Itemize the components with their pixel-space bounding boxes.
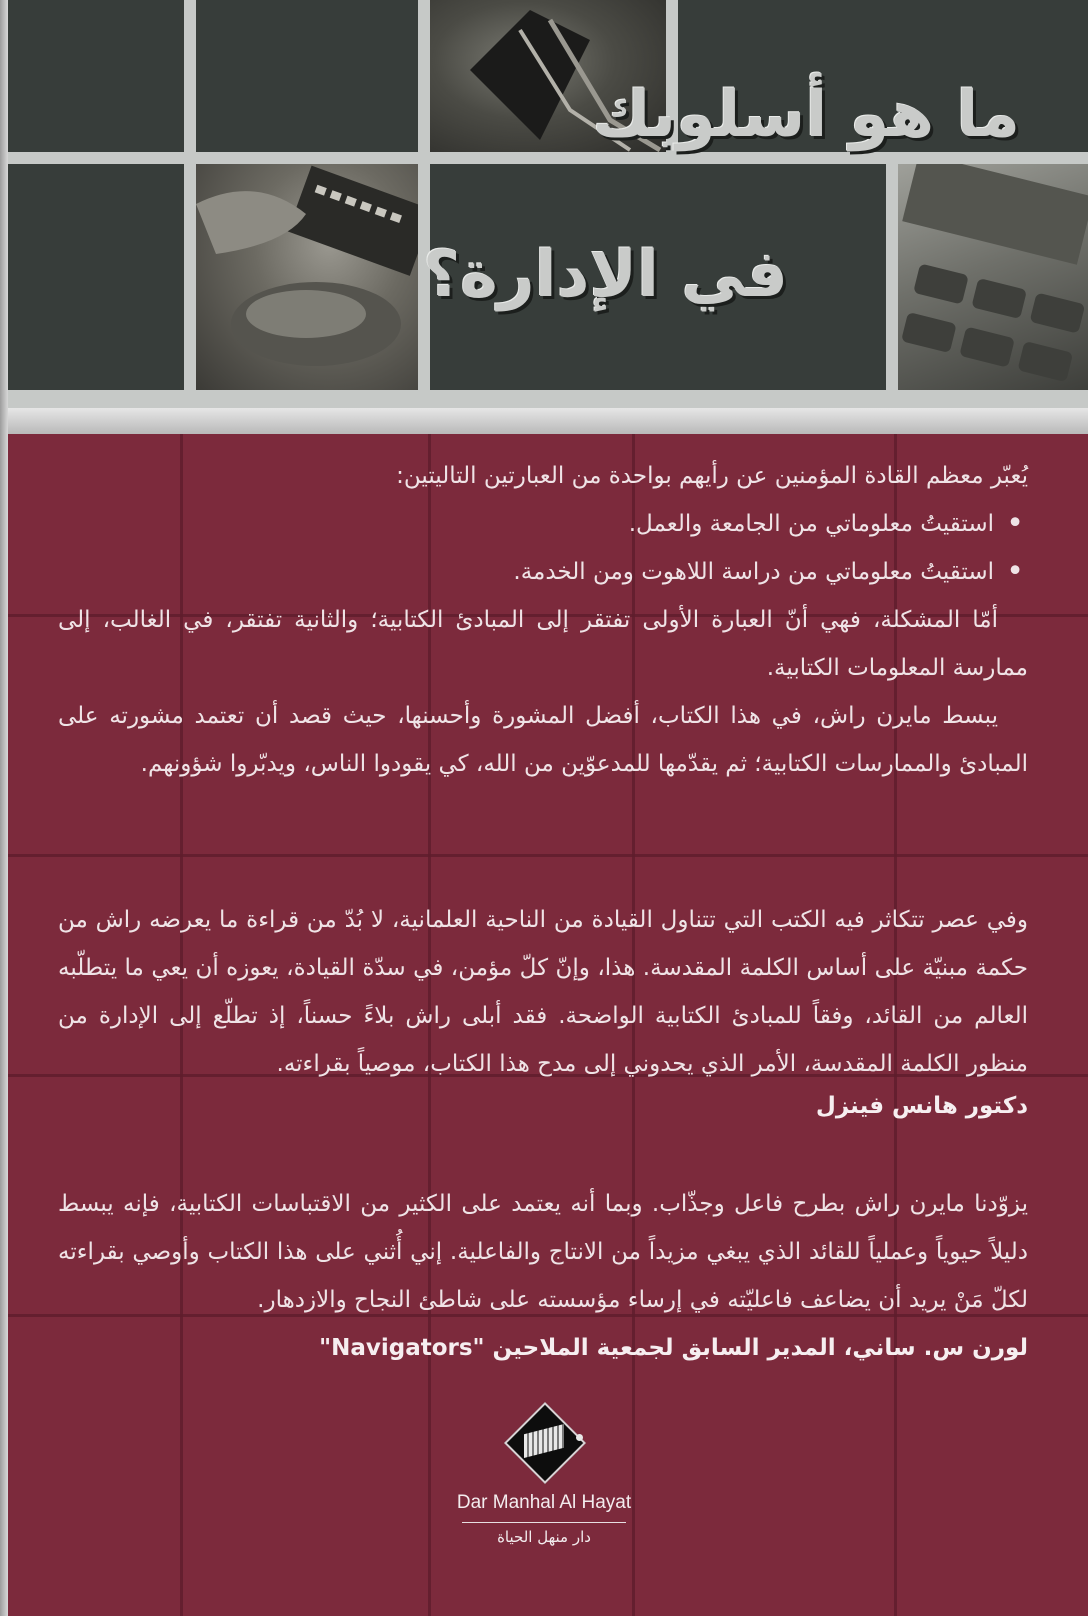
divider-band bbox=[0, 408, 1088, 434]
photo-collage bbox=[0, 0, 1088, 422]
collage-tile bbox=[8, 164, 184, 390]
grid-line bbox=[8, 390, 1088, 408]
book-title-line1: ما هو أسلوبك bbox=[592, 78, 1020, 152]
intro-lead: يُعبّر معظم القادة المؤمنين عن رأيهم بواحدة من العبارتين التاليتين: bbox=[396, 463, 1028, 489]
grid-line bbox=[886, 164, 898, 408]
intro-bullet-2: • استقيتُ معلوماتي من دراسة اللاهوت ومن الخدمة. bbox=[58, 548, 1028, 596]
intro-section bbox=[58, 452, 1028, 788]
publisher-name-en: Dar Manhal Al Hayat bbox=[456, 1492, 632, 1513]
intro-summary: يبسط مايرن راش، في هذا الكتاب، أفضل المشورة وأحسنها، حيث قصد أن تعتمد مشورته على المبادئ والممارسات الكتابية؛ ثم يقدّمها للمدعوّين من الله، كي يقودوا الناس، ويدبّروا شؤونهم. bbox=[58, 703, 1028, 777]
dot-icon bbox=[576, 1434, 583, 1441]
intro-bullet-1: • استقيتُ معلوماتي من الجامعة والعمل. bbox=[58, 500, 1028, 548]
keyboard-mouse-photo bbox=[196, 164, 418, 390]
review-2 bbox=[58, 1180, 1028, 1372]
review-2-author: لورن س. ساني، المدير السابق لجمعية الملاحين "Navigators" bbox=[319, 1335, 1028, 1361]
review-1-author: دكتور هانس فينزل bbox=[815, 1093, 1028, 1119]
publisher-divider bbox=[462, 1522, 626, 1523]
publisher-logo bbox=[444, 1414, 644, 1604]
collage-tile bbox=[8, 0, 184, 152]
grid-line bbox=[418, 0, 430, 408]
calculator-photo bbox=[898, 164, 1088, 390]
grid-line bbox=[184, 0, 196, 408]
review-2-text: يزوّدنا مايرن راش بطرح فاعل وجذّاب. وبما أنه يعتمد على الكثير من الاقتباسات الكتابية، فإنه يبسط دليلاً حيوياً وعملياً للقائد الذي يبغي مزيداً من الانتاج والفاعلية. إني أُثني على هذا الكتاب وأوصي بقراءته لكلّ مَنْ يريد أن يضاعف فاعليّته في إرساء مؤسسته على شاطئ النجاح والازدهار. bbox=[58, 1191, 1028, 1313]
intro-problem: أمّا المشكلة، فهي أنّ العبارة الأولى تفتقر إلى المبادئ الكتابية؛ والثانية تفتقر، في الغالب، إلى ممارسة المعلومات الكتابية. bbox=[58, 607, 1028, 681]
grid-line bbox=[0, 854, 1088, 857]
review-1-text: وفي عصر تتكاثر فيه الكتب التي تتناول القيادة من الناحية العلمانية، لا بُدّ من قراءة ما يعرضه راش من حكمة مبنيّة على أساس الكلمة المقدسة. هذا، وإنّ كلّ مؤمن، في سدّة القيادة، يعوزه أن يعي ما يتطلّبه العالم من القائد، وفقاً للمبادئ الكتابية الواضحة. فقد أبلى راش بلاءً حسناً، إذ تطلّع إلى الإدارة من منظور الكلمة المقدسة، الأمر الذي يحدوني إلى مدح هذا الكتاب، موصياً بقراءته. bbox=[58, 907, 1028, 1077]
collage-tile bbox=[196, 0, 418, 152]
grid-line bbox=[8, 152, 1088, 164]
review-1 bbox=[58, 896, 1028, 1130]
publisher-name-ar: دار منهل الحياة bbox=[497, 1528, 591, 1546]
book-title-line2: في الإدارة؟ bbox=[422, 238, 788, 312]
spine-edge bbox=[0, 0, 8, 1616]
